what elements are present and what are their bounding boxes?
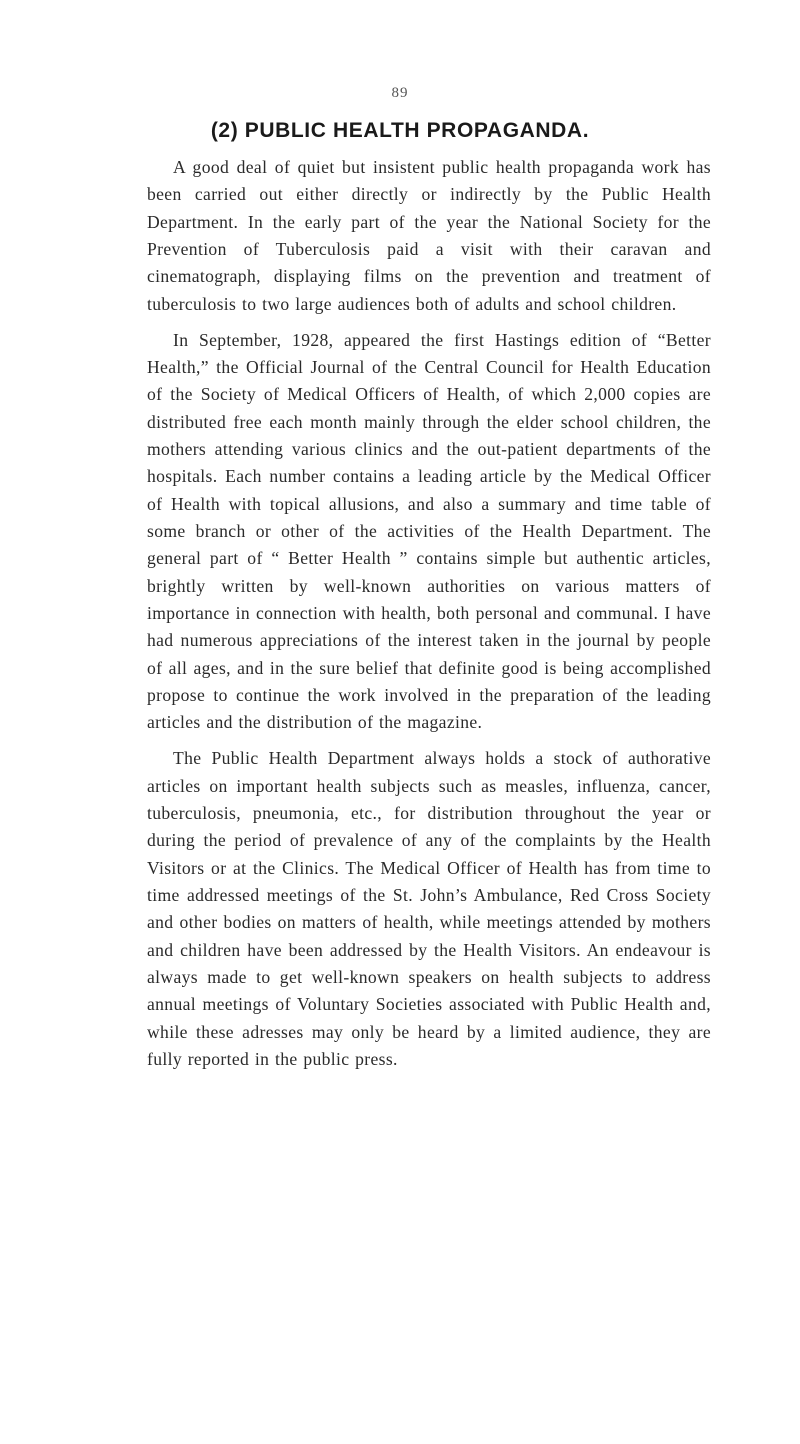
paragraph-health-articles: The Public Health Department always holds a stock of authorative articles on important health subjects such as measles, influenza, cancer, tuberculosis, pneumonia, etc., for distribution throughout the year or during the period of prevalence of any of the complaints by the Health Visitors or at the Clinics. The Medical Officer of Health has from time to time addressed meetings of the St. John’s Ambulance, Red Cross Society and other bodies on matters of health, while meetings attended by mothers and children have been addressed by the Health Visitors. An endeavour is always made to get well-known speakers on health subjects to address annual meetings of Voluntary Societies associated with Public Health and, while these adresses may only be heard by a limited audience, they are fully reported in the public press. <box>147 748 711 1069</box>
body-text <box>147 154 711 1082</box>
paragraph-better-health: In September, 1928, appeared the first Hastings edition of “Better Health,” the Official Journal of the Central Council for Health Education of the Society of Medical Officers of Health, of which 2,000 copies are distributed free each month mainly through the elder school children, the mothers attending various clinics and the out-patient departments of the hospitals. Each number contains a leading article by the Medical Officer of Health with topical allusions, and also a summary and time table of some branch or other of the activities of the Health Department. The general part of “ Better Health ” contains simple but authentic articles, brightly written by well-known authorities on various matters of importance in connection with health, both personal and communal. I have had numerous appreciations of the interest taken in the journal by people of all ages, and in the sure belief that definite good is being accomplished propose to continue the work involved in the preparation of the leading articles and the distribution of the magazine. <box>147 329 711 733</box>
paragraph-propaganda-intro: A good deal of quiet but insistent public health propaganda work has been carried out either directly or indirectly by the Public Health Department. In the early part of the year the National Society for the Prevention of Tuberculosis paid a visit with their caravan and cinematograph, displaying films on the prevention and treatment of tuberculosis to two large audiences both of adults and school children. <box>147 157 711 314</box>
page-number: 89 <box>391 85 409 101</box>
section-heading: (2) PUBLIC HEALTH PROPAGANDA. <box>210 119 590 142</box>
